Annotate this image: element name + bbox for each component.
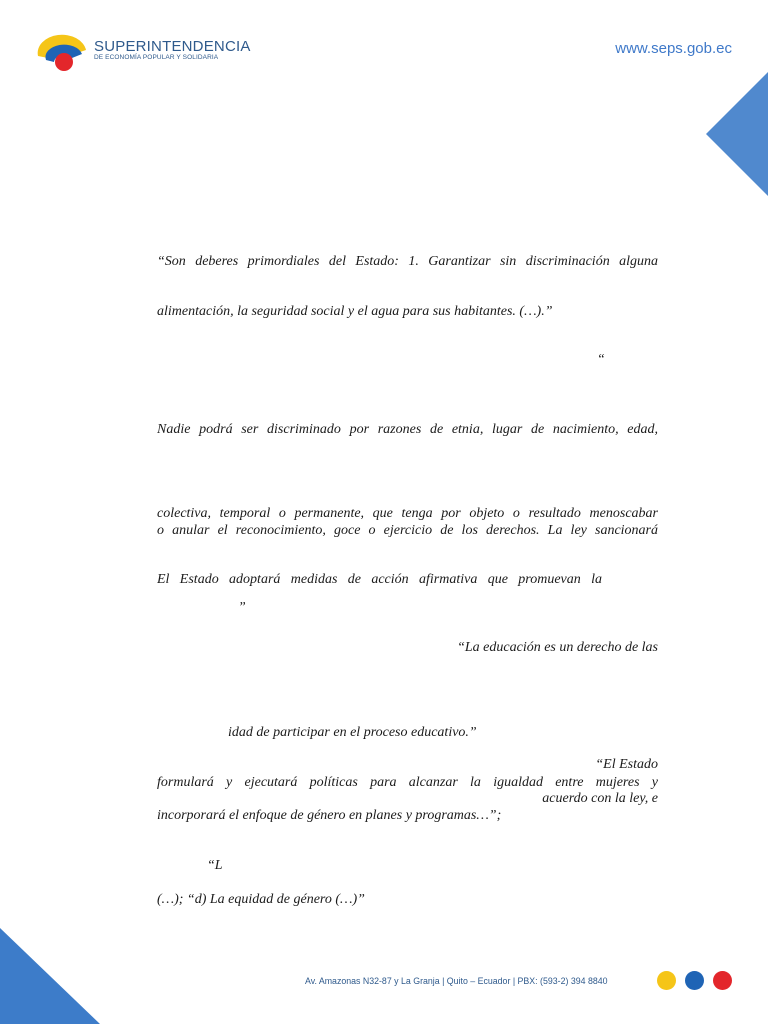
text-line: “L: [207, 858, 223, 873]
org-subtitle: DE ECONOMÍA POPULAR Y SOLIDARIA: [94, 54, 219, 61]
corner-triangle-top-right: [704, 72, 768, 196]
footer-address: Av. Amazonas N32-87 y La Granja | Quito – Ecuador | PBX: (593-2) 394 8840: [305, 976, 608, 986]
text-line: colectiva, temporal o permanente, que tenga por objeto o resultado menoscabar: [157, 506, 658, 521]
seps-logo: [36, 30, 251, 72]
website-link[interactable]: www.seps.gob.ec: [615, 40, 732, 57]
text-line: Nadie podrá ser discriminado por razones de etnia, lugar de nacimiento, edad,: [157, 422, 658, 437]
yellow-dot-icon: [657, 971, 676, 990]
red-dot-icon: [713, 971, 732, 990]
text-line: idad de participar en el proceso educativo.”: [228, 725, 477, 740]
quote-mark: “: [597, 352, 605, 367]
text-line: o anular el reconocimiento, goce o ejercicio de los derechos. La ley sancionará: [157, 523, 658, 538]
blue-dot-icon: [685, 971, 704, 990]
logo-mark-icon: [36, 32, 92, 72]
corner-triangle-bottom-left: [0, 928, 100, 1024]
text-line: (…); “d) La equidad de género (…)”: [157, 892, 365, 907]
text-line: alimentación, la seguridad social y el agua para sus habitantes. (…).”: [157, 304, 553, 319]
text-line: “La educación es un derecho de las: [457, 640, 658, 655]
text-line: formulará y ejecutará políticas para alcanzar la igualdad entre mujeres y: [157, 775, 658, 790]
text-line: “El Estado: [595, 757, 658, 772]
text-line: acuerdo con la ley, e: [542, 791, 658, 806]
quote-mark: ”: [238, 600, 246, 615]
text-line: El Estado adoptará medidas de acción afirmativa que promuevan la: [157, 572, 602, 587]
text-line: “Son deberes primordiales del Estado: 1. Garantizar sin discriminación alguna: [157, 254, 658, 269]
org-name: SUPERINTENDENCIA: [94, 38, 251, 55]
text-line: incorporará el enfoque de género en planes y programas…”;: [157, 808, 502, 823]
